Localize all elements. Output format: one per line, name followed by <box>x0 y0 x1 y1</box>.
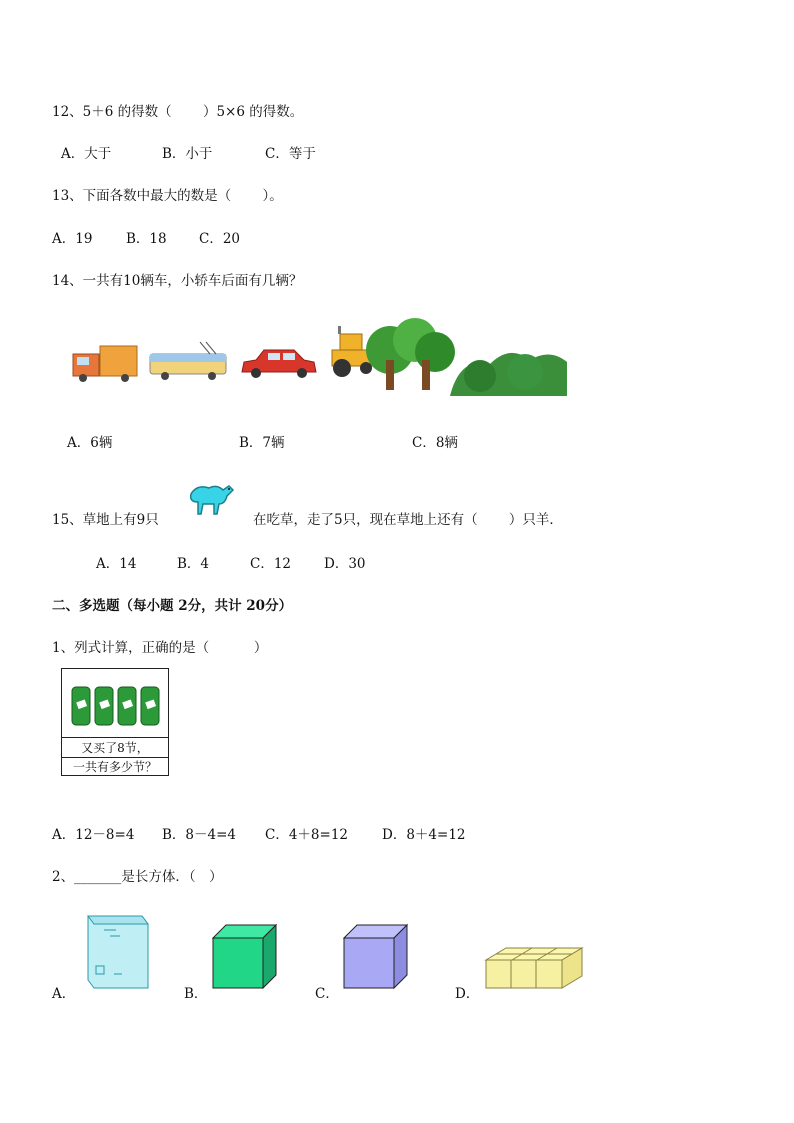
m2-option-d[interactable]: D． <box>455 986 480 1002</box>
vehicles-scene-illustration <box>70 320 570 400</box>
tractor-icon <box>332 326 372 377</box>
q14-stem: 14、一共有10辆车，小轿车后面有几辆？ <box>52 273 303 289</box>
yellow-cuboid-icon <box>484 946 586 992</box>
box-text-bought: 又买了8节， <box>62 737 168 758</box>
book-shape-icon <box>84 914 154 990</box>
m2-stem: 2、_______是长方体．（ ） <box>52 869 223 885</box>
m1-option-d[interactable]: D．8＋4=12 <box>382 827 466 843</box>
q14-option-b[interactable]: B．7辆 <box>239 435 285 451</box>
car-icon <box>242 350 316 378</box>
q15-option-b[interactable]: B．4 <box>177 556 210 572</box>
q15-stem-after: 在吃草，走了5只，现在草地上还有（ ）只羊． <box>253 512 563 528</box>
m1-option-c[interactable]: C．4＋8=12 <box>265 827 348 843</box>
truck-icon <box>73 346 137 382</box>
m2-option-a[interactable]: A． <box>52 986 76 1002</box>
m1-option-a[interactable]: A．12－8=4 <box>52 827 135 843</box>
q15-stem-before: 15、草地上有9只 <box>52 512 159 528</box>
m1-stem: 1、列式计算，正确的是（ ） <box>52 640 268 656</box>
battery-problem-box <box>61 668 169 776</box>
green-cube-icon <box>212 924 278 990</box>
purple-cube-icon <box>343 924 409 990</box>
box-text-total: 一共有多少节？ <box>62 757 168 776</box>
section-heading: 二、多选题（每小题 2分，共计 20分） <box>52 598 293 614</box>
q13-option-a[interactable]: A．19 <box>52 231 93 247</box>
q12-stem: 12、5＋6 的得数（ ）5×6 的得数。 <box>52 104 304 120</box>
q15-option-c[interactable]: C．12 <box>250 556 292 572</box>
m2-option-b[interactable]: B． <box>184 986 208 1002</box>
q13-option-b[interactable]: B．18 <box>126 231 167 247</box>
trees-icon <box>366 318 567 396</box>
q15-option-d[interactable]: D．30 <box>324 556 366 572</box>
sheep-icon <box>185 476 235 518</box>
bus-icon <box>150 342 226 380</box>
q13-option-c[interactable]: C．20 <box>199 231 241 247</box>
q14-option-c[interactable]: C．8辆 <box>412 435 458 451</box>
q12-option-b[interactable]: B．小于 <box>162 146 213 162</box>
batteries-icon <box>70 681 162 727</box>
q15-option-a[interactable]: A．14 <box>96 556 137 572</box>
q13-stem: 13、下面各数中最大的数是（ ）。 <box>52 188 283 204</box>
m1-option-b[interactable]: B．8－4=4 <box>162 827 236 843</box>
q12-option-a[interactable]: A．大于 <box>61 146 112 162</box>
q12-option-c[interactable]: C．等于 <box>265 146 316 162</box>
m2-option-c[interactable]: C． <box>315 986 339 1002</box>
q14-option-a[interactable]: A．6辆 <box>67 435 113 451</box>
